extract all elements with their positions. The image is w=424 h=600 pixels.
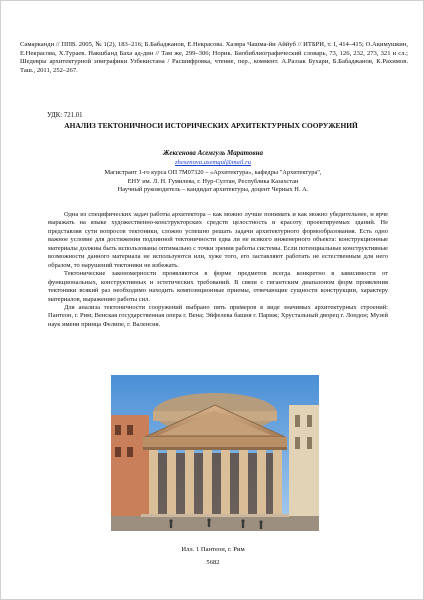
references-text: Самарканди // ППВ. 2005, № 1(2), 183–216; Б.Бабаджанов, Е.Некрасова. Хазвра Чашма-йи Аййуб // ИТБРИ, т. I, 414–415; О.Акимушкин, Е.Некрасова, Х.Тураев. Накшбанд Баха ад-дин // Там же, 299–306; Норик. Биобиблиографический словарь, 73, 126, 232, 273, 321 и сл.; Шедевры архитектурной эпиграфики Узбекистана / Расшифровка, чтение, пер., коммент. А.Раззак Бухари, Б.Бабаджанов, К.Рахимов. Таш., 2011, 252–267. [20,41,408,74]
udk-code: УДК: 721.01 [47,112,83,119]
affiliation-line-2: ЕНУ им. Л. Н. Гумилева, г. Нур-Султан, Республика Казахстан [127,177,299,185]
pantheon-illustration [111,375,319,531]
author-name: Жексенова Асемгуль Маратовна [163,149,263,157]
affiliation-block [1,169,424,195]
affiliation-line-1: Магистрант 1-го курса ОП 7М07320 – «Архитектура», кафедры "Архитектура", [104,169,322,176]
author-email-link[interactable]: zhesenova.asemgul@mail.ru [174,159,252,166]
paragraph-2: Тектонические закономерности проявляются в форме предметов всегда конкретно в зависимости от функциональных, конструктивных и эстетических требований. В связи с гигантским диапазоном форм проявления тектоники всякий раз необходимо находить композиционные приемы, отвечающие сущности конструкции, характеру материалов, выражению работы сил. [48,270,388,303]
paragraph-3: Для анализа тектоничности сооружений выбрано пять примеров в виде значимых архитектурных строений: Пантеон, г. Рим; Венская государственная опера г. Вена; Эйфелева башня г. Париж; Хрустальный дворец г. Лондон; Музей наук имени принца Фелипе, г. Валенсия. [48,303,388,328]
pantheon-photo [111,375,319,531]
article-title: АНАЛИЗ ТЕКТОНИЧНОСИ ИСТОРИЧЕСКИХ АРХИТЕКТУРНЫХ СООРУЖЕНИЙ [64,121,358,130]
affiliation-line-3: Научный руководитель – кандидат архитектуры, доцент Черных Н. А. [117,186,309,194]
references-block [20,41,408,75]
paragraph-1: Одна из специфических задач работы архитектора – как можно лучше понимать и как можно убедительнее, и ярче выражать на языке художественно-конструкторских средств целостность и красоту проектируемых зданий. Не представляя сути вопросов тектоники, сложно успешно решать задачи архитектурного формообразования. Есть одно важное условие для достижения подлинной тектоничности едва ли не всякого инженерного объекта: конструкционные материалы должны быть использованы оптимально с точки зрения работы системы. Если потенциальные конструктивные возможности данного материала не используются или, хуже того, его заставляют работать не естественным для него образом, то нарушений тектоники не избежать. [48,211,388,269]
page-number: 5682 [206,559,220,566]
body-text [48,211,388,329]
figure-caption: Илл. 1 Пантеон, г. Рим [181,546,245,553]
